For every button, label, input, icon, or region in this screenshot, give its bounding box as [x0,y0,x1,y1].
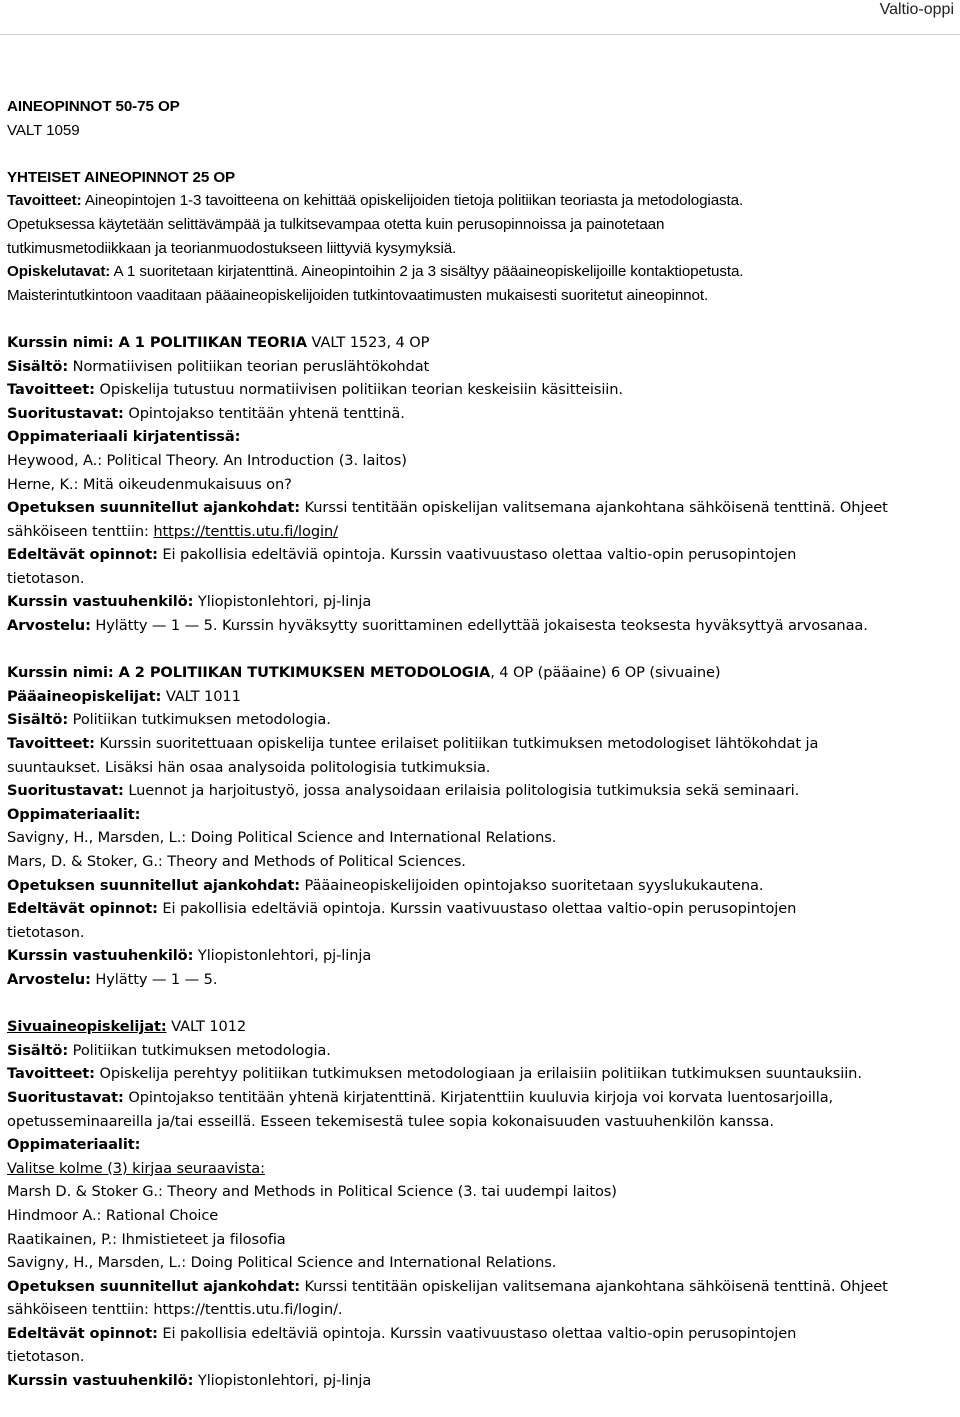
a1-prereq-line2: tietotason. [7,569,85,587]
prereq-text: Ei pakollisia edeltäviä opintoja. Kurssin vaativuustaso olettaa valtio-opin perusopintojen [157,900,797,918]
book-item: Herne, K.: Mitä oikeudenmukaisuus on? [7,475,292,493]
responsible-label: Kurssin vastuuhenkilö: [7,947,194,965]
a2-major-students [7,685,955,709]
content-label: Sisältö: [7,357,69,375]
book-item: Hindmoor A.: Rational Choice [7,1206,219,1224]
course-name-value: A 2 POLITIIKAN TUTKIMUKSEN METODOLOGIA [113,664,491,682]
minor-students [7,1015,955,1039]
intro-study-methods [7,260,955,284]
a1-completion [7,402,955,426]
content-label: Sisältö: [7,711,69,729]
a2-prerequisites [7,897,955,921]
responsible-text: Yliopistonlehtori, pj-linja [193,1372,372,1390]
schedule-label: Opetuksen suunnitellut ajankohdat: [7,1277,300,1295]
a1-course-name [7,331,955,355]
a2-content [7,708,955,732]
prereq-label: Edeltävät opinnot: [7,900,158,918]
goals-label: Tavoitteet: [7,192,82,210]
a2-responsible [7,944,955,968]
minor-responsible [7,1369,955,1393]
major-label: Pääaineopiskelijat: [7,687,162,705]
study-methods-label: Opiskelutavat: [7,263,111,281]
schedule-text: Kurssi tentitään opiskelijan valitsemana ajankohtana sähköisenä tenttinä. Ohjeet [299,499,888,517]
header-title: Valtio-oppi [879,1,954,18]
minor-goals [7,1062,955,1086]
a2-completion [7,779,955,803]
course-name-rest: VALT 1523, 4 OP [306,333,430,351]
course-name-label: Kurssin nimi: [7,333,114,351]
intro-goals [7,189,955,213]
content-text: Politiikan tutkimuksen metodologia. [68,711,331,729]
a2-goals-line2: suuntaukset. Lisäksi hän osaa analysoida politologisia tutkimuksia. [7,758,491,776]
grading-text: Hylätty — 1 — 5. Kurssin hyväksytty suorittaminen edellyttää jokaisesta teoksesta hyväksyttyä arvosanaa. [90,617,868,635]
minor-prereq-line2: tietotason. [7,1348,85,1366]
a1-grading [7,614,955,638]
course-name-label: Kurssin nimi: [7,664,114,682]
major-text: VALT 1011 [161,687,241,705]
page-header [0,0,960,35]
exam-link[interactable]: https://tenttis.utu.fi/login/ [153,522,338,540]
intro-line: Maisterintutkintoon vaaditaan pääaineopiskelijoiden tutkintovaatimusten mukaisesti suoritetut aineopinnot. [7,286,709,304]
completion-text: Opintojakso tentitään yhtenä kirjatenttinä. Kirjatenttiin kuuluvia kirjoja voi korvata luentosarjoilla, [123,1088,834,1106]
content-label: Sisältö: [7,1041,69,1059]
goals-text: Opiskelija perehtyy politiikan tutkimuksen metodologiaan ja erilaisiin politiikan tutkimuksen suuntauksiin. [94,1065,862,1083]
goals-label: Tavoitteet: [7,735,95,753]
book-item: Raatikainen, P.: Ihmistieteet ja filosofia [7,1230,286,1248]
goals-label: Tavoitteet: [7,381,95,399]
prereq-label: Edeltävät opinnot: [7,1324,158,1342]
section-code: VALT 1059 [7,121,80,139]
grading-label: Arvostelu: [7,970,91,988]
completion-label: Suoritustavat: [7,1088,124,1106]
a1-content [7,355,955,379]
grading-label: Arvostelu: [7,617,91,635]
a1-schedule [7,496,955,520]
minor-prerequisites [7,1322,955,1346]
content-text: Normatiivisen politiikan teorian peruslähtökohdat [68,357,430,375]
schedule-text: Pääaineopiskelijoiden opintojakso suoritetaan syyslukukautena. [299,876,764,894]
responsible-text: Yliopistonlehtori, pj-linja [193,593,372,611]
responsible-text: Yliopistonlehtori, pj-linja [193,947,372,965]
a1-prerequisites [7,543,955,567]
a2-goals [7,732,955,756]
goals-text: Kurssin suoritettuaan opiskelija tuntee erilaiset politiikan tutkimuksen metodologiset lähtökohdat ja [94,735,819,753]
prereq-text: Ei pakollisia edeltäviä opintoja. Kurssin vaativuustaso olettaa valtio-opin perusopintojen [157,1324,797,1342]
content-text: Politiikan tutkimuksen metodologia. [68,1041,331,1059]
a2-schedule [7,874,955,898]
book-item: Heywood, A.: Political Theory. An Introduction (3. laitos) [7,451,407,469]
book-item: Mars, D. & Stoker, G.: Theory and Methods of Political Sciences. [7,853,466,870]
goals-text: Aineopintojen 1-3 tavoitteena on kehittää opiskelijoiden tietoja politiikan teoriasta ja metodologiasta. [81,192,744,210]
a1-goals [7,378,955,402]
completion-label: Suoritustavat: [7,782,124,800]
schedule-label: Opetuksen suunnitellut ajankohdat: [7,499,300,517]
grading-text: Hylätty — 1 — 5. [90,970,218,988]
a1-schedule-line2 [7,520,955,544]
a2-materials-label: Oppimateriaalit: [7,805,141,823]
minor-schedule [7,1275,955,1299]
prereq-text: Ei pakollisia edeltäviä opintoja. Kurssin vaativuustaso olettaa valtio-opin perusopintojen [157,546,797,564]
course-name-rest: , 4 OP (pääaine) 6 OP (sivuaine) [490,664,721,682]
minor-text: VALT 1012 [166,1018,247,1036]
a2-prereq-line2: tietotason. [7,923,85,941]
a1-responsible [7,590,955,614]
minor-content [7,1039,955,1063]
completion-label: Suoritustavat: [7,404,124,422]
book-item: Savigny, H., Marsden, L.: Doing Political Science and International Relations. [7,1254,557,1272]
prereq-label: Edeltävät opinnot: [7,546,158,564]
book-item: Savigny, H., Marsden, L.: Doing Political Science and International Relations. [7,829,557,847]
completion-text: Luennot ja harjoitustyö, jossa analysoidaan erilaisia politologisia tutkimuksia sekä seminaari. [123,782,800,800]
minor-schedule-line2: sähköiseen tenttiin: https://tenttis.utu.fi/login/. [7,1301,343,1319]
study-methods-text: A 1 suoritetaan kirjatenttinä. Aineopintoihin 2 ja 3 sisältyy pääaineopiskelijoille kontaktiopetusta. [110,263,744,281]
responsible-label: Kurssin vastuuhenkilö: [7,593,194,611]
schedule-label: Opetuksen suunnitellut ajankohdat: [7,876,300,894]
minor-label: Sivuaineopiskelijat: [7,1018,167,1036]
a2-course-name [7,661,955,685]
a1-materials-label: Oppimateriaali kirjatentissä: [7,428,241,446]
responsible-label: Kurssin vastuuhenkilö: [7,1372,194,1390]
minor-completion [7,1086,955,1110]
minor-completion-line2: opetusseminaareilla ja/tai esseillä. Esseen tekemisestä tulee sopia kokonaisuuden vastuuhenkilön kanssa. [7,1112,774,1130]
document-body [7,95,955,1393]
schedule-text: Kurssi tentitään opiskelijan valitsemana ajankohtana sähköisenä tenttinä. Ohjeet [299,1277,888,1295]
a2-grading [7,968,955,992]
minor-materials-label: Oppimateriaalit: [7,1136,141,1154]
intro-line: Opetuksessa käytetään selittävämpää ja tulkitsevampaa otetta kuin perusopinnoissa ja painotetaan [7,215,665,233]
course-name-value: A 1 POLITIIKAN TEORIA [113,333,307,351]
goals-label: Tavoitteet: [7,1065,95,1083]
book-item: Marsh D. & Stoker G.: Theory and Methods in Political Science (3. tai uudempi laitos) [7,1183,617,1201]
section-subheading: YHTEISET AINEOPINNOT 25 OP [7,168,236,186]
section-heading: AINEOPINNOT 50-75 OP [7,98,180,115]
choose-books-note: Valitse kolme (3) kirjaa seuraavista: [7,1159,265,1177]
intro-line: tutkimusmetodiikkaan ja teorianmuodostukseen liittyviä kysymyksiä. [7,239,457,257]
completion-text: Opintojakso tentitään yhtenä tenttinä. [123,404,405,422]
goals-text: Opiskelija tutustuu normatiivisen politiikan teorian keskeisiin käsitteisiin. [94,381,623,399]
schedule-text-2: sähköiseen tenttiin: [7,522,154,540]
